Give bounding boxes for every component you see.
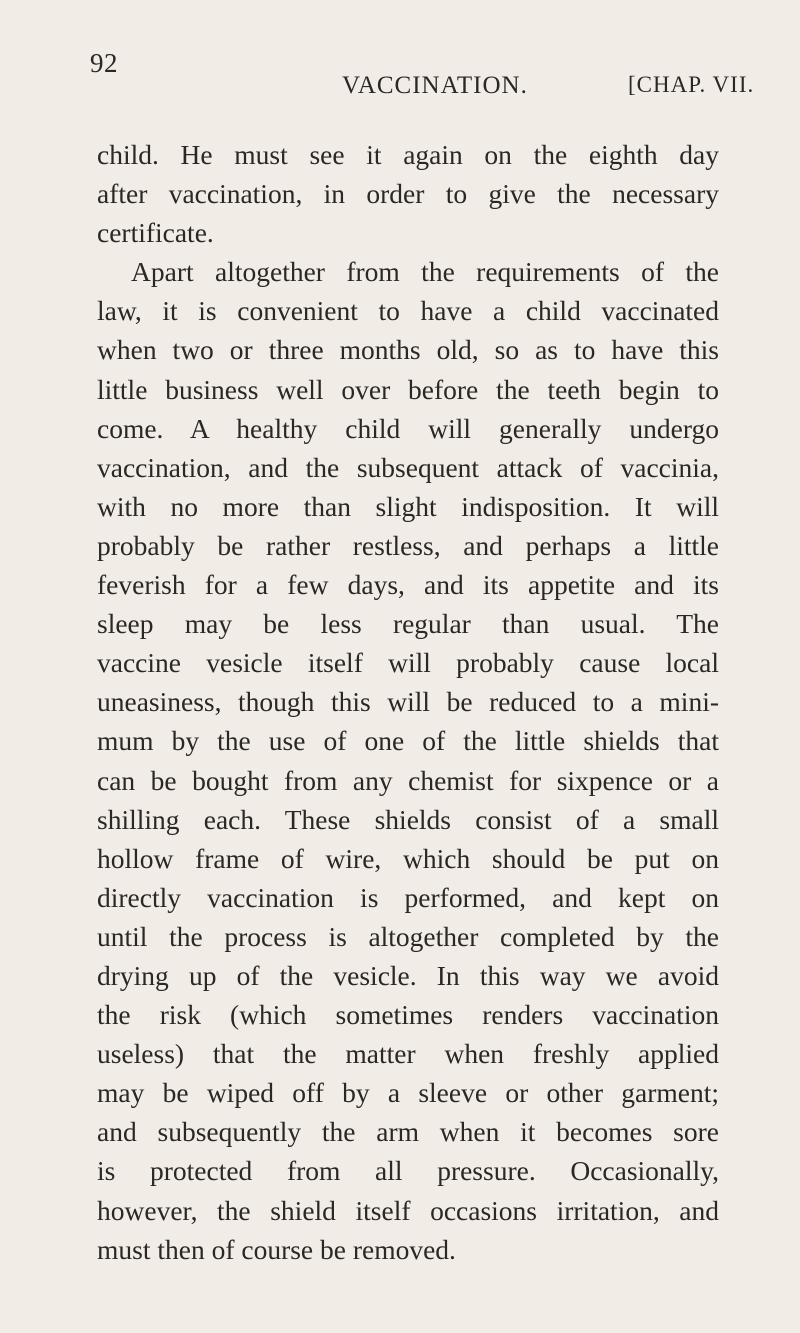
section-title: VACCINATION. xyxy=(342,72,528,99)
text-line: vaccination, and the subsequent attack of vaccinia, xyxy=(97,451,719,483)
text-line: little business well over before the teeth begin to xyxy=(97,373,719,405)
text-line: may be wiped off by a sleeve or other garment; xyxy=(97,1077,719,1109)
chapter-reference: [CHAP. VII. xyxy=(628,72,755,97)
text-line: until the process is altogether completed by the xyxy=(97,920,719,952)
page-number: 92 xyxy=(90,48,118,78)
text-line: must then of course be removed. xyxy=(97,1233,456,1265)
text-line: sleep may be less regular than usual. The xyxy=(97,608,719,640)
running-head xyxy=(0,48,800,112)
text-line: come. A healthy child will generally undergo xyxy=(97,412,719,444)
text-line: and subsequently the arm when it becomes sore xyxy=(97,1116,719,1148)
text-line: when two or three months old, so as to have this xyxy=(97,334,719,366)
body-text xyxy=(97,135,719,1269)
text-line: certificate. xyxy=(97,217,214,249)
paragraph-start-line: Apart altogether from the requirements of the xyxy=(131,256,719,288)
text-line: vaccine vesicle itself will probably cause local xyxy=(97,647,719,679)
text-line: probably be rather restless, and perhaps a little xyxy=(97,529,719,561)
text-line: the risk (which sometimes renders vaccination xyxy=(97,999,719,1031)
text-line: feverish for a few days, and its appetite and its xyxy=(97,569,719,601)
text-line: hollow frame of wire, which should be put on xyxy=(97,842,719,874)
text-line: can be bought from any chemist for sixpence or a xyxy=(97,764,719,796)
text-line: child. He must see it again on the eighth day xyxy=(97,139,719,170)
text-line: is protected from all pressure. Occasionally, xyxy=(97,1155,719,1187)
text-line: shilling each. These shields consist of a small xyxy=(97,803,719,835)
text-line: after vaccination, in order to give the necessary xyxy=(97,178,719,210)
text-line: with no more than slight indisposition. It will xyxy=(97,490,719,522)
text-line: law, it is convenient to have a child vaccinated xyxy=(97,295,719,327)
text-line: directly vaccination is performed, and kept on xyxy=(97,881,719,913)
text-line: useless) that the matter when freshly applied xyxy=(97,1038,719,1070)
text-line: uneasiness, though this will be reduced to a mini- xyxy=(97,686,719,718)
text-line: mum by the use of one of the little shields that xyxy=(97,725,719,757)
text-line: however, the shield itself occasions irritation, and xyxy=(97,1194,719,1226)
text-line: drying up of the vesicle. In this way we avoid xyxy=(97,959,719,991)
